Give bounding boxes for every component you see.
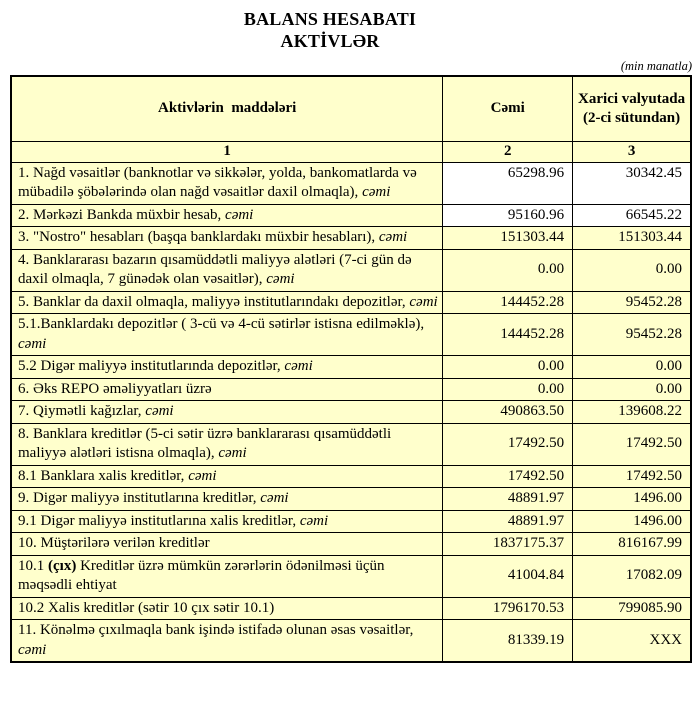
row-label-cell — [11, 423, 443, 465]
row-label: Kreditlər üzrə mümkün zərərlərin ödənilməsi üçün məqsədli ehtiyat — [18, 557, 385, 593]
row-foreign-cell: 95452.28 — [573, 314, 691, 356]
row-label-cell — [11, 378, 443, 401]
row-label: 8. Banklara kreditlər (5-ci sətir üzrə banklararası qısamüddətli maliyyə alətləri istisna olmaqla), — [18, 425, 392, 461]
page-title: BALANS HESABATI — [243, 9, 417, 29]
row-label-italic: cəmi — [284, 358, 313, 374]
row-foreign-cell: 66545.22 — [573, 204, 691, 227]
table-row — [11, 597, 691, 620]
assets-table — [10, 75, 692, 663]
row-label-cell — [11, 204, 443, 227]
row-label: 2. Mərkəzi Bankda müxbir hesab, — [18, 206, 226, 223]
table-row — [11, 378, 691, 401]
row-label-cell — [11, 401, 443, 424]
row-total-cell: 144452.28 — [443, 314, 573, 356]
row-total-cell: 1837175.37 — [443, 533, 573, 556]
row-total-cell: 0.00 — [443, 378, 573, 401]
table-row — [11, 204, 691, 227]
row-foreign-cell: 0.00 — [573, 378, 691, 401]
table-header-row — [11, 76, 691, 142]
row-total-cell: 144452.28 — [443, 291, 573, 314]
row-total-cell: 151303.44 — [443, 227, 573, 250]
row-foreign-cell: 17082.09 — [573, 555, 691, 597]
table-body — [11, 162, 691, 662]
row-foreign-cell: 0.00 — [573, 249, 691, 291]
table-row — [11, 401, 691, 424]
table-row — [11, 291, 691, 314]
row-foreign-cell: 799085.90 — [573, 597, 691, 620]
row-total-cell: 48891.97 — [443, 510, 573, 533]
column-number-1: 1 — [11, 142, 443, 163]
row-total-cell: 17492.50 — [443, 465, 573, 488]
row-label-italic: cəmi — [218, 445, 247, 461]
row-total-cell: 0.00 — [443, 249, 573, 291]
row-foreign-cell: 17492.50 — [573, 465, 691, 488]
row-label: 10.2 Xalis kreditlər (sətir 10 çıx sətir 10.1) — [18, 599, 275, 616]
row-foreign-cell: 816167.99 — [573, 533, 691, 556]
column-header-items: Aktivlərin maddələri — [11, 76, 443, 142]
row-label-cell — [11, 249, 443, 291]
row-label: 5.2 Digər maliyyə institutlarında depozitlər, — [18, 358, 285, 374]
row-label-cell — [11, 555, 443, 597]
row-total-cell: 490863.50 — [443, 401, 573, 424]
row-foreign-cell: 17492.50 — [573, 423, 691, 465]
row-label-italic: cəmi — [188, 467, 217, 484]
row-total-cell: 0.00 — [443, 356, 573, 379]
table-row — [11, 620, 691, 663]
row-label-italic: cəmi — [299, 512, 329, 529]
unit-note: (min manatla) — [620, 59, 692, 73]
table-row — [11, 356, 691, 379]
table-row — [11, 249, 691, 291]
row-label-italic: cəmi — [260, 490, 289, 506]
row-label-cell — [11, 510, 443, 533]
row-label-bold: (çıx) — [48, 557, 77, 574]
row-label-cell — [11, 597, 443, 620]
column-numbers-row — [11, 142, 691, 163]
row-total-cell: 41004.84 — [443, 555, 573, 597]
row-label: 9. Digər maliyyə institutlarına kreditlər, — [18, 490, 261, 506]
row-label: 4. Banklararası bazarın qısamüddətli maliyyə alətləri (7-ci gün də daxil olmaqla, 7 günədək olan vəsaitlər), — [18, 251, 412, 287]
row-label: 6. Əks REPO əməliyyatları üzrə — [18, 380, 212, 397]
row-label: 8.1 Banklara xalis kreditlər, — [18, 467, 189, 484]
table-row — [11, 533, 691, 556]
row-total-cell: 1796170.53 — [443, 597, 573, 620]
row-label: 1. Nağd vəsaitlər (banknotlar və sikkələr, yolda, bankomatlarda və mübadilə şöbələrində olan nağd vəsaitlər daxil olmaqla), — [18, 164, 417, 200]
row-label-italic: cəmi — [145, 403, 174, 419]
table-row — [11, 227, 691, 250]
table-row — [11, 488, 691, 511]
row-foreign-cell: 30342.45 — [573, 162, 691, 204]
column-number-2: 2 — [443, 142, 573, 163]
row-label: 11. Könəlmə çıxılmaqla bank işində istifadə olunan əsas vəsaitlər, — [18, 622, 414, 638]
row-label-italic: cəmi — [378, 229, 408, 245]
row-foreign-cell: 151303.44 — [573, 227, 691, 250]
row-total-cell: 48891.97 — [443, 488, 573, 511]
row-label-cell — [11, 291, 443, 314]
row-label: 9.1 Digər maliyyə institutlarına xalis kreditlər, — [18, 512, 300, 529]
column-header-total: Cəmi — [443, 76, 573, 142]
row-total-cell: 17492.50 — [443, 423, 573, 465]
table-row — [11, 555, 691, 597]
row-label-cell — [11, 488, 443, 511]
row-label-cell — [11, 533, 443, 556]
row-foreign-cell: 1496.00 — [573, 510, 691, 533]
row-label-cell — [11, 620, 443, 663]
row-total-cell: 95160.96 — [443, 204, 573, 227]
column-number-3: 3 — [573, 142, 691, 163]
row-total-cell: 65298.96 — [443, 162, 573, 204]
row-label-italic: cəmi — [225, 206, 254, 223]
row-label: 10. Müştərilərə verilən kreditlər — [18, 535, 210, 551]
table-row — [11, 162, 691, 204]
row-label: 7. Qiymətli kağızlar, — [18, 403, 146, 419]
row-foreign-cell: 1496.00 — [573, 488, 691, 511]
row-label-italic: cəmi — [266, 271, 295, 287]
table-row — [11, 510, 691, 533]
row-foreign-cell: 139608.22 — [573, 401, 691, 424]
row-label: 3. "Nostro" hesabları (başqa banklardakı müxbir hesabları), — [18, 229, 379, 245]
table-row — [11, 314, 691, 356]
row-label: 5.1.Banklardakı depozitlər ( 3-cü və 4-cü sətirlər istisna edilməklə), — [18, 316, 425, 332]
row-total-cell: 81339.19 — [443, 620, 573, 663]
row-label-italic: cəmi — [18, 335, 47, 352]
row-foreign-cell: XXX — [573, 620, 691, 663]
row-label-cell — [11, 356, 443, 379]
row-label-italic: cəmi — [409, 293, 438, 310]
table-row — [11, 465, 691, 488]
row-label-prefix: 10.1 — [18, 557, 48, 574]
title-block — [0, 0, 660, 52]
row-label-cell — [11, 314, 443, 356]
row-label-cell — [11, 227, 443, 250]
page-subtitle: AKTİVLƏR — [280, 31, 380, 51]
row-label-cell — [11, 162, 443, 204]
column-header-foreign: Xarici valyutada (2-ci sütundan) — [573, 76, 691, 142]
row-label: 5. Banklar da daxil olmaqla, maliyyə institutlarındakı depozitlər, — [18, 293, 410, 310]
row-label-cell — [11, 465, 443, 488]
row-foreign-cell: 95452.28 — [573, 291, 691, 314]
row-foreign-cell: 0.00 — [573, 356, 691, 379]
row-label-italic: cəmi — [18, 641, 47, 658]
table-row — [11, 423, 691, 465]
row-label-italic: cəmi — [362, 184, 391, 200]
